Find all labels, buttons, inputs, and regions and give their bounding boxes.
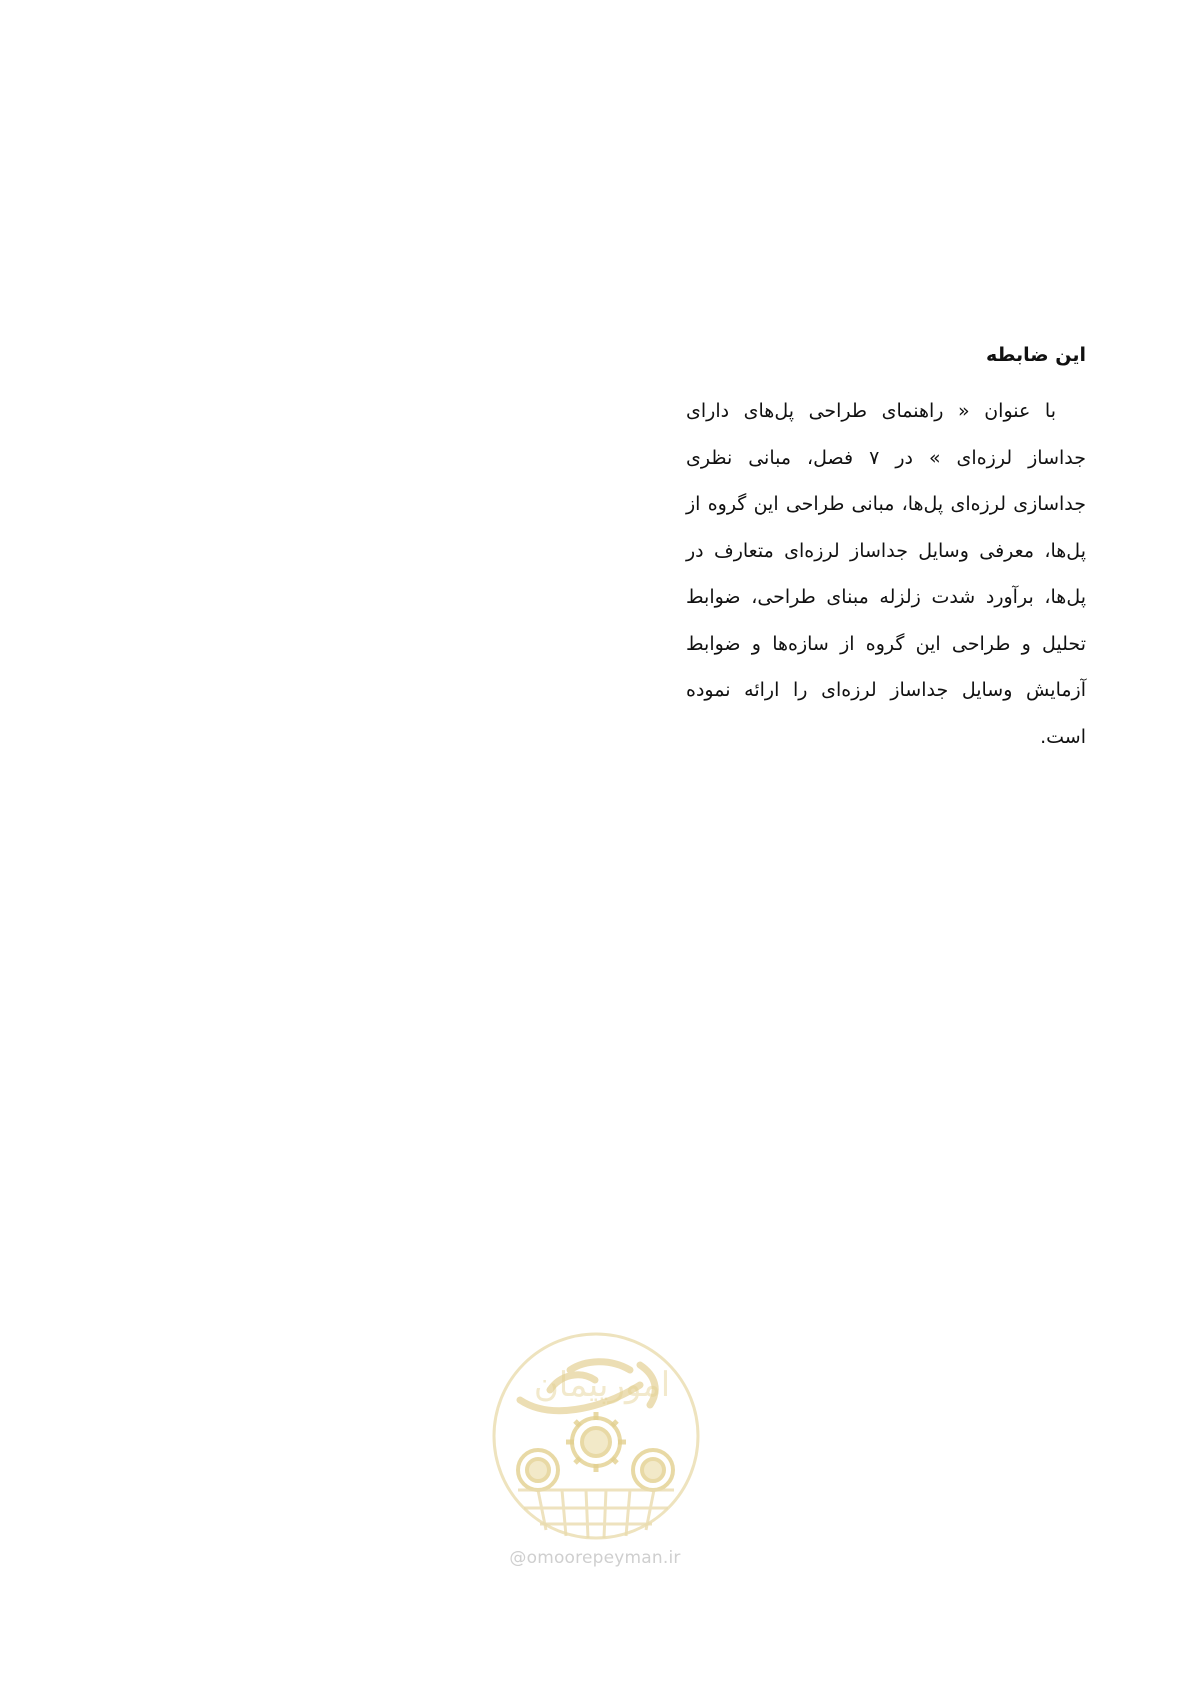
gear-icon: [518, 1418, 673, 1490]
text-block: [686, 340, 1086, 760]
watermark-url: @omoorepeyman.ir: [509, 1548, 681, 1568]
section-heading: این ضابطه: [985, 344, 1086, 366]
body-paragraph: با عنوان « راهنمای طراحی پل‌های دارای جداساز لرزه‌ای » در ۷ فصل، مبانی نظری جداسازی لرزه‌ای پل‌ها، مبانی طراحی این گروه از پل‌ها، معرفی وسایل جداساز لرزه‌ای متعارف در پل‌ها، برآورد شدت زلزله مبنای طراحی، ضوابط تحلیل و طراحی این گروه از سازه‌ها و ضوابط آزمایش وسایل جداساز لرزه‌ای را ارائه نموده است.: [686, 400, 1086, 748]
logo-text: امورپیمان: [533, 1365, 671, 1405]
watermark-logo: [490, 1330, 702, 1542]
grid-graphic: [518, 1490, 674, 1538]
